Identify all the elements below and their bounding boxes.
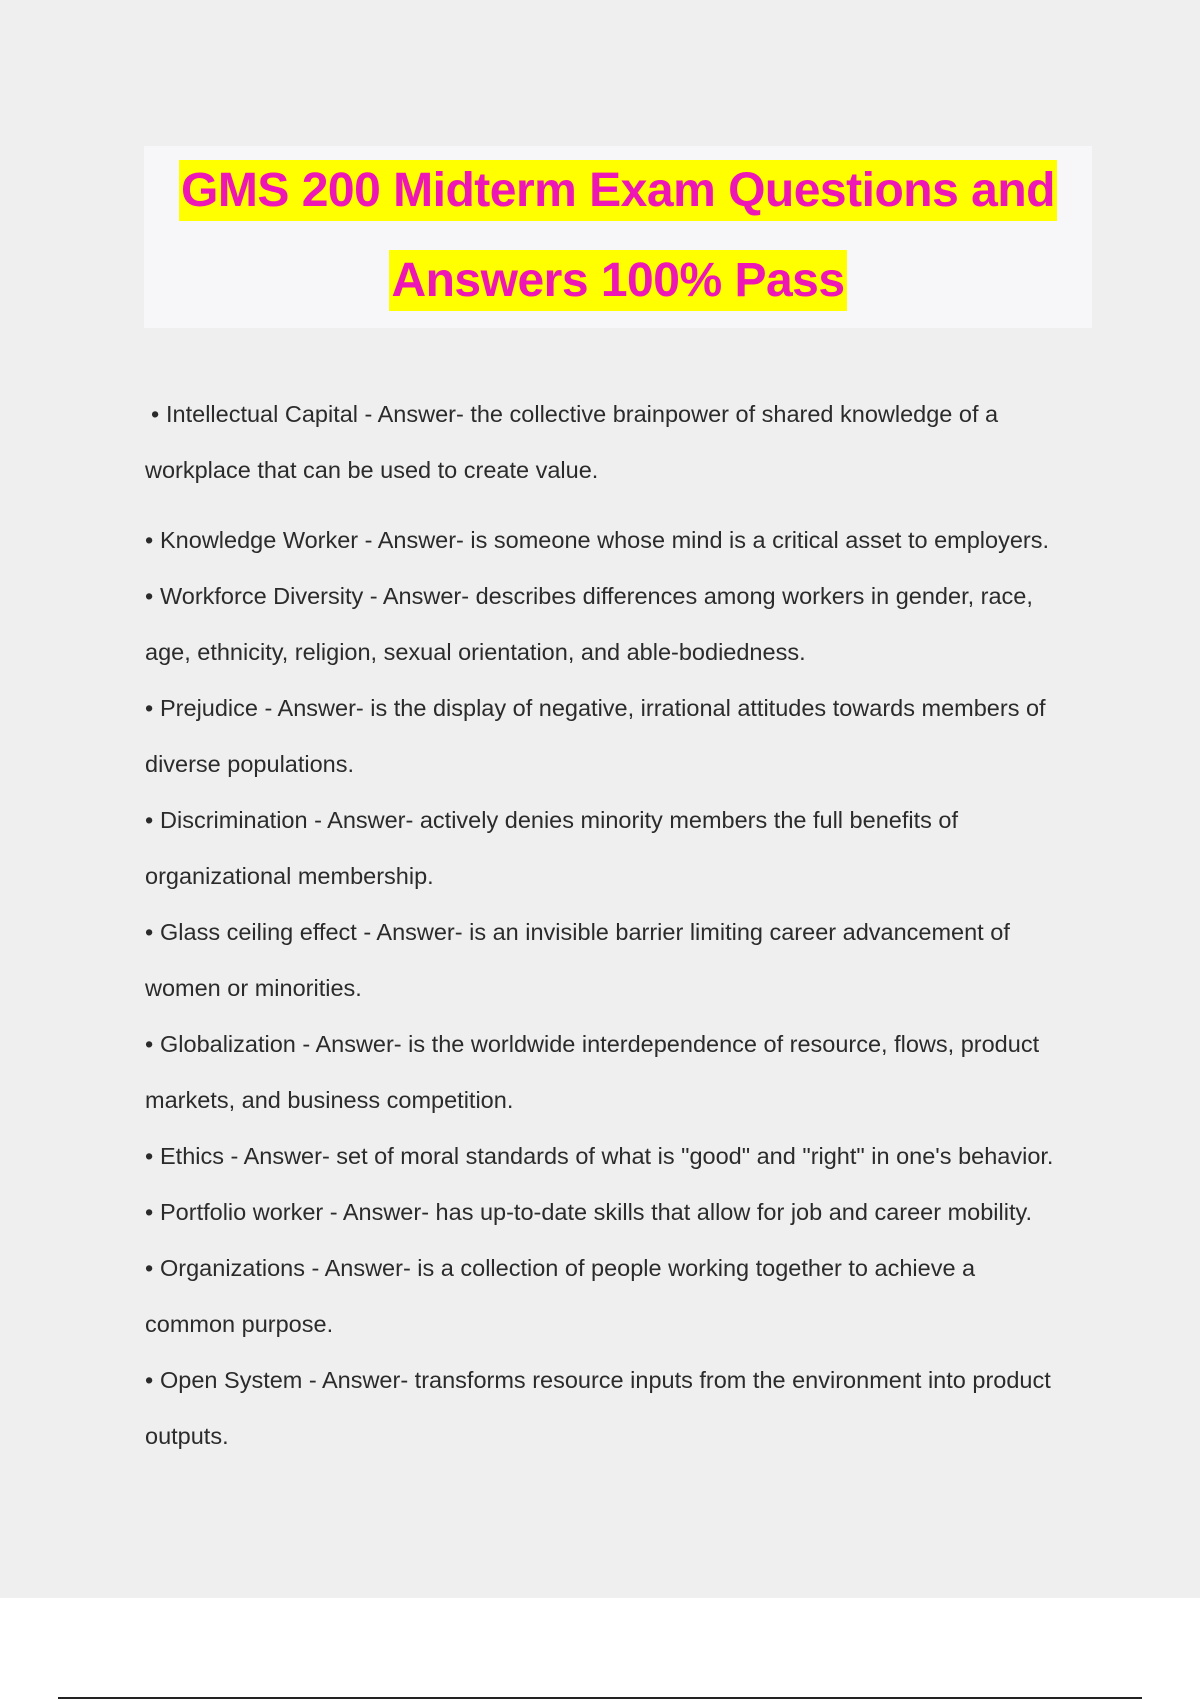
list-item	[145, 904, 1095, 1016]
entry-text-line-2: organizational membership.	[145, 863, 434, 889]
title-block	[144, 146, 1092, 328]
entry-text-line-2: age, ethnicity, religion, sexual orientation, and able-bodiedness.	[145, 639, 806, 665]
entry-text-line-1: Ethics - Answer- set of moral standards of what is "good" and "right" in one's behavior.	[160, 1143, 1054, 1169]
title-line-2: Answers 100% Pass	[389, 250, 846, 311]
list-item	[145, 512, 1095, 568]
entry-text-line-2: women or minorities.	[145, 975, 362, 1001]
entry-text-line-1: Discrimination - Answer- actively denies minority members the full benefits of	[160, 807, 958, 833]
entry-text-line-1: Portfolio worker - Answer- has up-to-date skills that allow for job and career mobility.	[160, 1199, 1033, 1225]
entry-text-line-1: Open System - Answer- transforms resource inputs from the environment into product	[160, 1367, 1051, 1393]
bullet-icon: •	[151, 401, 160, 427]
list-item	[145, 386, 1095, 498]
entry-text-line-1: Organizations - Answer- is a collection of people working together to achieve a	[160, 1255, 976, 1281]
list-item	[145, 568, 1095, 680]
bullet-icon: •	[145, 1199, 154, 1225]
list-item	[145, 1240, 1095, 1352]
list-item	[145, 1016, 1095, 1128]
entry-text-line-2: workplace that can be used to create value.	[145, 457, 599, 483]
entry-text-line-1: Knowledge Worker - Answer- is someone whose mind is a critical asset to employers.	[160, 527, 1050, 553]
entry-text-line-1: Intellectual Capital - Answer- the collective brainpower of shared knowledge of a	[166, 401, 999, 427]
entry-text-line-2: outputs.	[145, 1423, 229, 1449]
bullet-icon: •	[145, 1367, 154, 1393]
definition-list	[145, 386, 1095, 1464]
footer-rule	[58, 1697, 1142, 1699]
list-item	[145, 1128, 1095, 1184]
bullet-icon: •	[145, 695, 154, 721]
entry-text-line-2: diverse populations.	[145, 751, 355, 777]
entry-text-line-1: Workforce Diversity - Answer- describes differences among workers in gender, race,	[160, 583, 1033, 609]
bullet-icon: •	[145, 919, 154, 945]
list-item	[145, 1184, 1095, 1240]
list-item	[145, 792, 1095, 904]
bullet-icon: •	[145, 1143, 154, 1169]
entry-text-line-2: common purpose.	[145, 1311, 334, 1337]
entry-text-line-1: Globalization - Answer- is the worldwide interdependence of resource, flows, product	[160, 1031, 1040, 1057]
title-line-1: GMS 200 Midterm Exam Questions and	[179, 160, 1057, 221]
entry-text-line-2: markets, and business competition.	[145, 1087, 514, 1113]
bullet-icon: •	[145, 583, 154, 609]
entry-text-line-1: Glass ceiling effect - Answer- is an invisible barrier limiting career advancement of	[160, 919, 1010, 945]
bullet-icon: •	[145, 807, 154, 833]
bullet-icon: •	[145, 1031, 154, 1057]
list-item	[145, 1352, 1095, 1464]
bullet-icon: •	[145, 527, 154, 553]
list-item	[145, 680, 1095, 792]
entry-text-line-1: Prejudice - Answer- is the display of negative, irrational attitudes towards members of	[160, 695, 1046, 721]
bullet-icon: •	[145, 1255, 154, 1281]
